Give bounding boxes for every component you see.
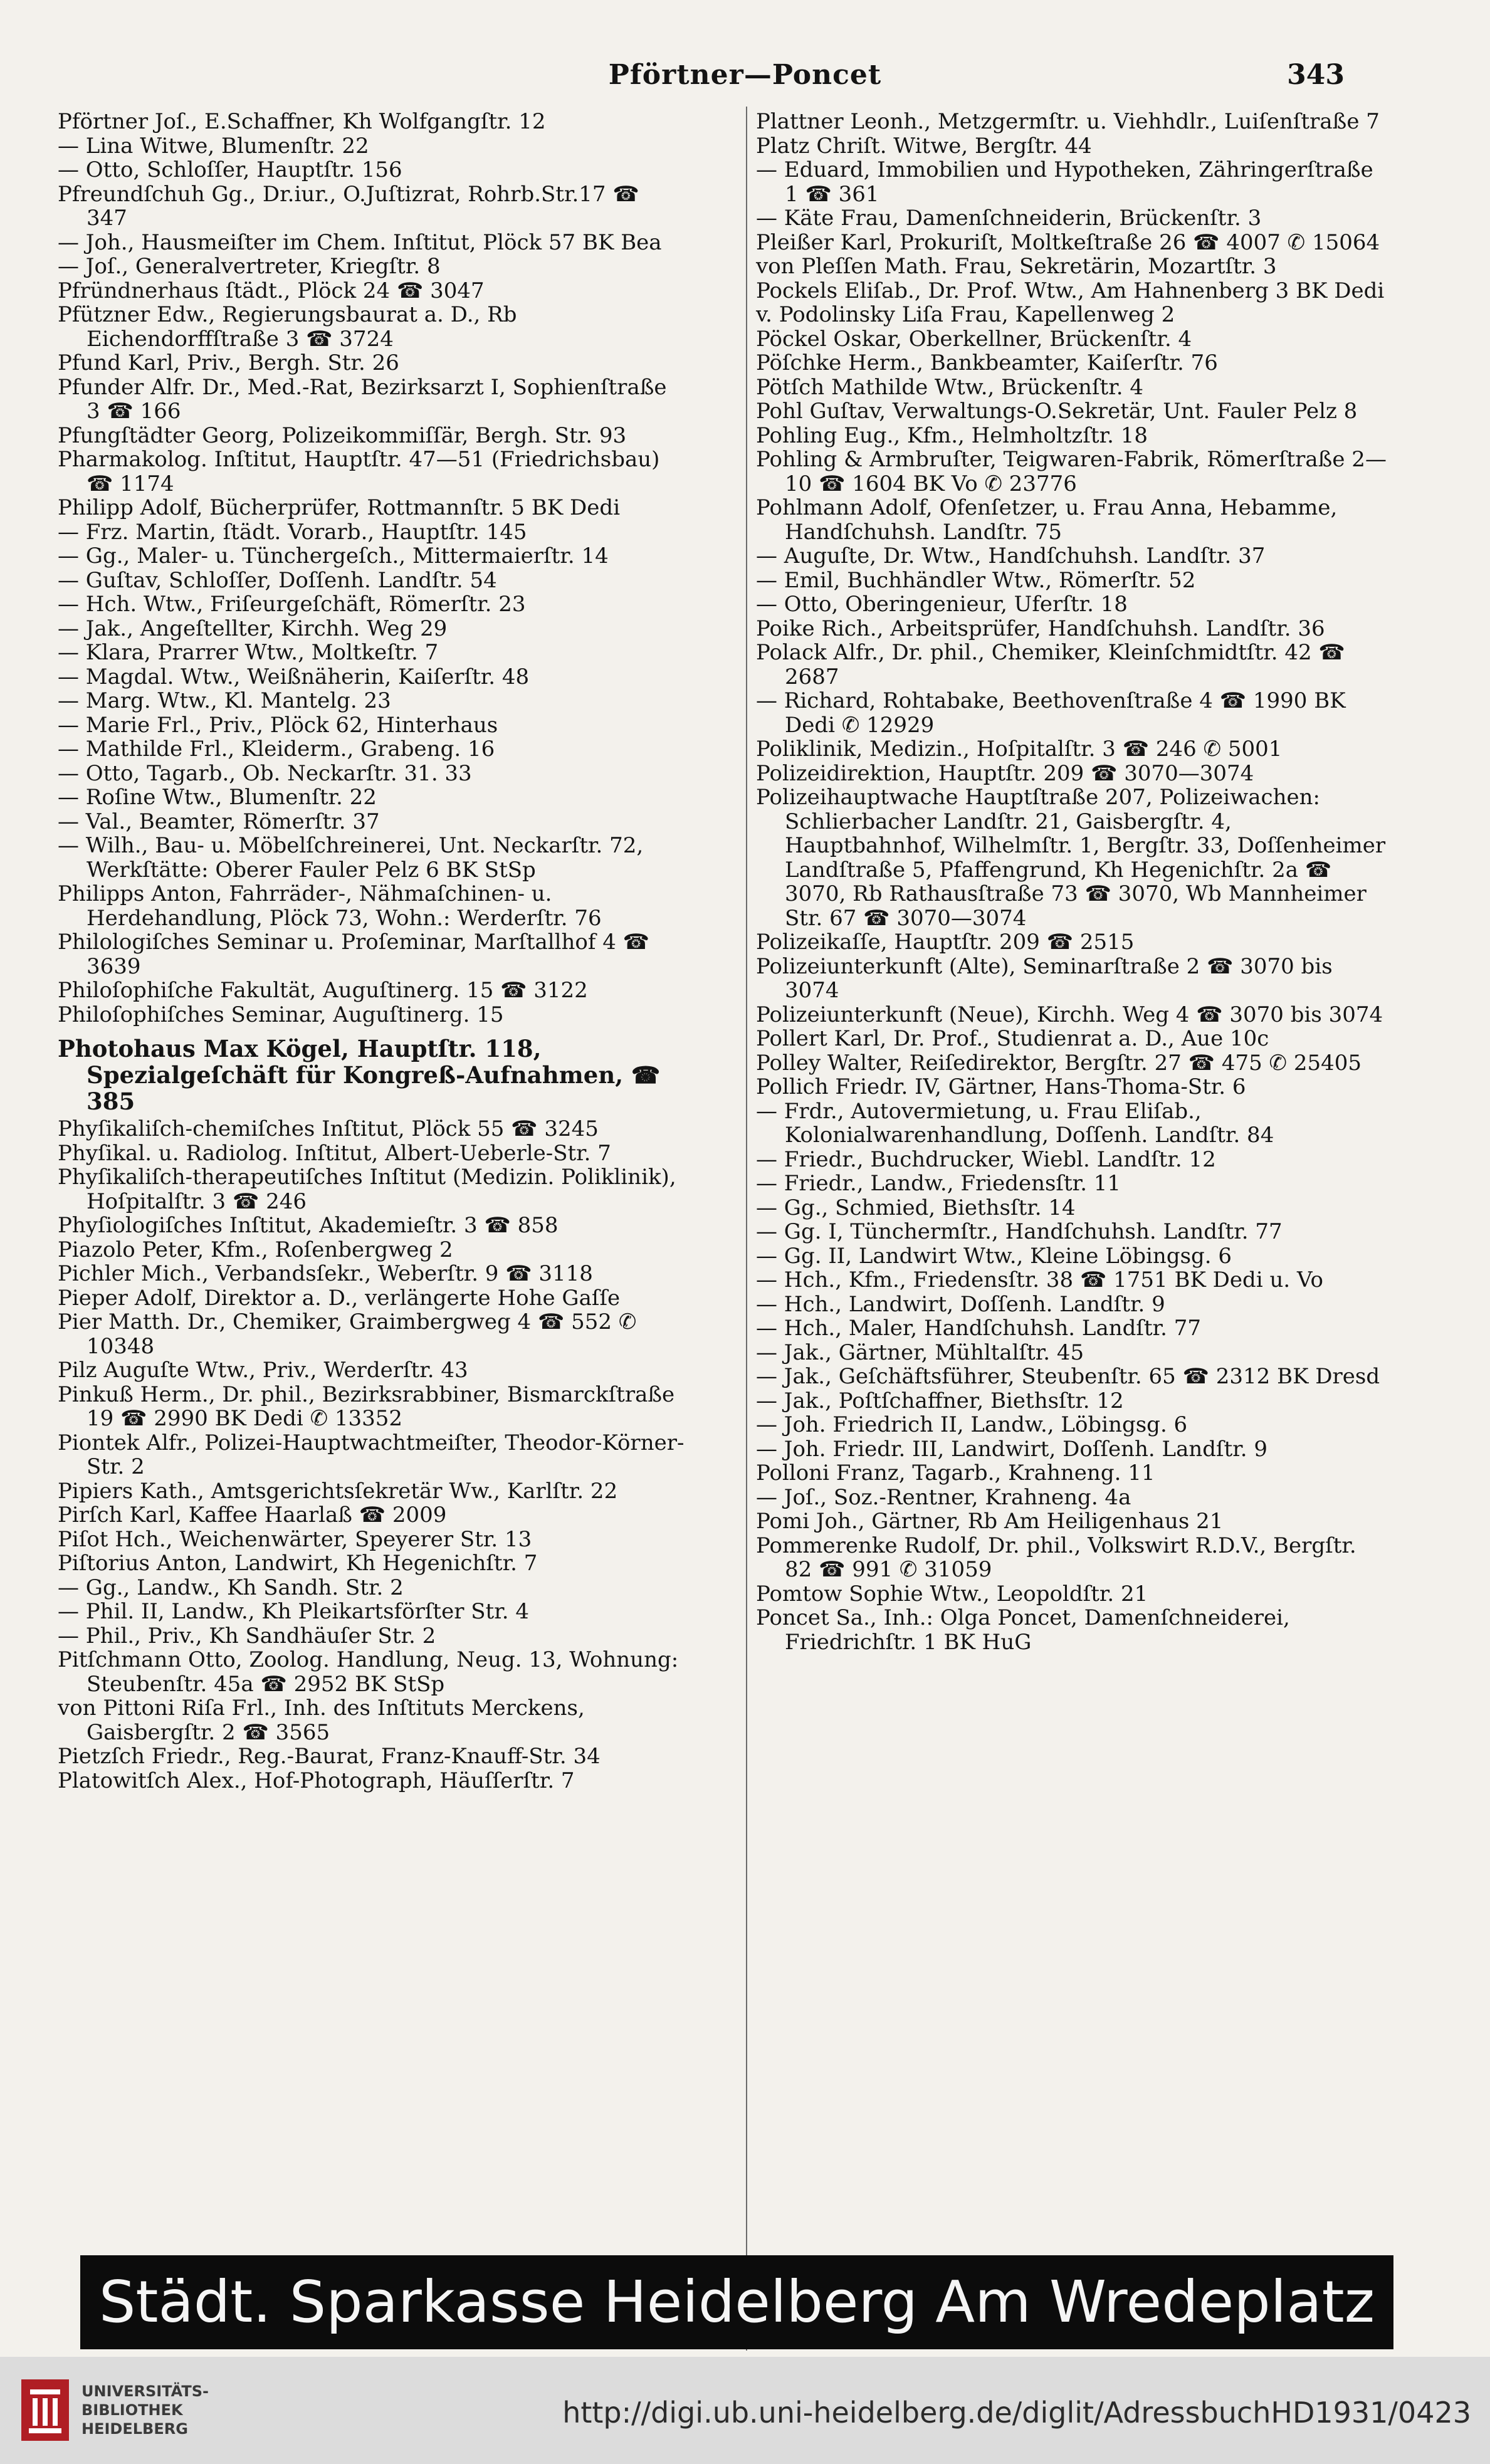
right-directory-entry: — Auguſte, Dr. Wtw., Handſchuhsh. Landſtr. 37 [756, 543, 1266, 569]
left-directory-entry: Pilz Auguſte Wtw., Priv., Werderſtr. 43 [58, 1358, 468, 1383]
left-directory-entry: — Magdal. Wtw., Weißnäherin, Kaiſerſtr. 48 [58, 664, 530, 689]
left-directory-entry: — Roſine Wtw., Blumenſtr. 22 [58, 785, 377, 810]
right-directory-entry: Pöſchke Herm., Bankbeamter, Kaiſerſtr. 76 [756, 350, 1218, 375]
left-directory-entry: Pfreundſchuh Gg., Dr.iur., O.Juſtizrat, Rohrb.Str.17 ☎ 347 [58, 181, 639, 231]
left-directory-entry: — Klara, Prarrer Wtw., Moltkeſtr. 7 [58, 640, 439, 665]
right-directory-entry: — Richard, Rohtabake, Beethovenſtraße 4 ☎ 1990 BK Dedi ✆ 12929 [756, 688, 1346, 738]
right-directory-entry: Pomi Joh., Gärtner, Rb Am Heiligenhaus 21 [756, 1509, 1224, 1534]
left-directory-entry: Pfründnerhaus ſtädt., Plöck 24 ☎ 3047 [58, 278, 485, 303]
left-directory-entry: Pier Matth. Dr., Chemiker, Graimbergweg 4 ☎ 552 ✆ 10348 [58, 1309, 637, 1359]
left-directory-entry: Phyſikaliſch-therapeutiſches Inſtitut (Medizin. Poliklinik), Hoſpitalſtr. 3 ☎ 246 [58, 1165, 676, 1214]
left-directory-entry: Philipp Adolf, Bücherprüfer, Rottmannſtr. 5 BK Dedi [58, 495, 621, 520]
library-name [81, 2382, 209, 2438]
left-directory-entry: Philoſophiſches Seminar, Auguſtinerg. 15 [58, 1002, 504, 1027]
left-directory-entry: Pichler Mich., Verbandsſekr., Weberſtr. 9 ☎ 3118 [58, 1261, 593, 1286]
right-directory-entry: — Friedr., Buchdrucker, Wiebl. Landſtr. 12 [756, 1146, 1216, 1172]
left-directory-entry: von Pittoni Riſa Frl., Inh. des Inſtituts Merckens, Gaisbergſtr. 2 ☎ 3565 [58, 1696, 585, 1745]
left-directory-entry: Phyſiologiſches Inſtitut, Akademieſtr. 3 ☎ 858 [58, 1213, 559, 1238]
left-directory-entry: Pharmakolog. Inſtitut, Hauptſtr. 47—51 (Friedrichsbau) ☎ 1174 [58, 447, 660, 496]
left-column [58, 110, 685, 1793]
left-directory-entry: — Guſtav, Schloſſer, Doſſenh. Landſtr. 54 [58, 567, 497, 593]
right-directory-entry: Pleißer Karl, Prokuriſt, Moltkeſtraße 26 ☎ 4007 ✆ 15064 [756, 229, 1380, 255]
left-directory-entry: Pfützner Edw., Regierungsbaurat a. D., Rb Eichendorffſtraße 3 ☎ 3724 [58, 302, 517, 352]
right-directory-entry: — Joh. Friedrich II, Landw., Löbingsg. 6 [756, 1412, 1188, 1437]
university-library-logo-icon [19, 2376, 71, 2445]
left-directory-entry: Photohaus Max Kögel, Hauptſtr. 118, Spezialgeſchäft für Kongreß-Aufnahmen, ☎ 385 [58, 1035, 661, 1115]
right-directory-entry: Polack Alfr., Dr. phil., Chemiker, Kleinſchmidtſtr. 42 ☎ 2687 [756, 640, 1345, 689]
source-url-link[interactable]: http://digi.ub.uni-heidelberg.de/diglit/AdressbuchHD1931/0423 [562, 2396, 1471, 2430]
right-directory-entry: v. Podolinsky Liſa Frau, Kapellenweg 2 [756, 302, 1175, 327]
left-directory-entry: — Lina Witwe, Blumenſtr. 22 [58, 133, 369, 159]
right-directory-entry: — Eduard, Immobilien und Hypotheken, Zähringerſtraße 1 ☎ 361 [756, 157, 1373, 207]
library-name-line2: BIBLIOTHEK [81, 2401, 183, 2419]
right-directory-entry: — Joſ., Soz.-Rentner, Krahneng. 4a [756, 1484, 1131, 1510]
left-directory-entry: — Otto, Schloſſer, Hauptſtr. 156 [58, 157, 402, 182]
right-directory-entry: Platz Chriſt. Witwe, Bergſtr. 44 [756, 133, 1092, 159]
left-directory-entry: — Phil., Priv., Kh Sandhäuſer Str. 2 [58, 1623, 436, 1649]
left-directory-entry: Pfund Karl, Priv., Bergh. Str. 26 [58, 350, 399, 375]
right-directory-entry: Polizeidirektion, Hauptſtr. 209 ☎ 3070—3074 [756, 760, 1254, 786]
left-directory-entry: Pfunder Alfr. Dr., Med.-Rat, Bezirksarzt I, Sophienſtraße 3 ☎ 166 [58, 374, 667, 424]
right-directory-entry: Poliklinik, Medizin., Hoſpitalſtr. 3 ☎ 246 ✆ 5001 [756, 737, 1283, 762]
left-directory-entry: Phyſikal. u. Radiolog. Inſtitut, Albert-Ueberle-Str. 7 [58, 1140, 611, 1166]
left-directory-entry: — Jak., Angeſtellter, Kirchh. Weg 29 [58, 616, 448, 641]
right-directory-entry: Pohling & Armbruſter, Teigwaren-Fabrik, Römerſtraße 2—10 ☎ 1604 BK Vo ✆ 23776 [756, 447, 1387, 496]
left-directory-entry: Pitſchmann Otto, Zoolog. Handlung, Neug. 13, Wohnung: Steubenſtr. 45a ☎ 2952 BK StSp [58, 1647, 679, 1697]
right-directory-entry: — Jak., Geſchäftsführer, Steubenſtr. 65 ☎ 2312 BK Dresd [756, 1364, 1380, 1389]
right-directory-entry: Plattner Leonh., Metzgermſtr. u. Viehhdlr., Luiſenſtraße 7 [756, 109, 1380, 134]
left-directory-entry: Piſtorius Anton, Landwirt, Kh Hegenichſtr. 7 [58, 1551, 538, 1576]
left-directory-entry: Pirſch Karl, Kaffee Haarlaß ☎ 2009 [58, 1502, 447, 1528]
right-directory-entry: — Otto, Oberingenieur, Uferſtr. 18 [756, 592, 1128, 617]
right-directory-entry: — Jak., Gärtner, Mühltalſtr. 45 [756, 1339, 1084, 1365]
right-directory-entry: Pohling Eug., Kfm., Helmholtzſtr. 18 [756, 422, 1148, 448]
left-directory-entry: Platowitſch Alex., Hof-Photograph, Häuſſerſtr. 7 [58, 1768, 575, 1793]
page-number: 343 [1287, 59, 1345, 91]
right-directory-entry: Pollich Friedr. IV, Gärtner, Hans-Thoma-Str. 6 [756, 1074, 1246, 1099]
left-directory-entry: — Joſ., Generalvertreter, Kriegſtr. 8 [58, 254, 441, 279]
left-directory-entry: — Frz. Martin, ſtädt. Vorarb., Hauptſtr. 145 [58, 519, 527, 545]
right-directory-entry: — Gg., Schmied, Biethsſtr. 14 [756, 1195, 1076, 1220]
left-directory-entry: — Wilh., Bau- u. Möbelſchreinerei, Unt. Neckarſtr. 72, Werkſtätte: Oberer Fauler Pelz 6 BK StSp [58, 833, 644, 883]
right-directory-entry: von Pleſſen Math. Frau, Sekretärin, Mozartſtr. 3 [756, 254, 1277, 279]
right-directory-entry: — Käte Frau, Damenſchneiderin, Brückenſtr. 3 [756, 206, 1262, 231]
left-directory-entry: — Phil. II, Landw., Kh Pleikartsförſter Str. 4 [58, 1599, 529, 1624]
left-directory-entry: — Otto, Tagarb., Ob. Neckarſtr. 31. 33 [58, 760, 472, 786]
right-directory-entry: — Joh. Friedr. III, Landwirt, Doſſenh. Landſtr. 9 [756, 1436, 1268, 1462]
left-directory-entry: Pietzſch Friedr., Reg.-Baurat, Franz-Knauff-Str. 34 [58, 1744, 601, 1769]
left-directory-entry: Phyſikaliſch-chemiſches Inſtitut, Plöck 55 ☎ 3245 [58, 1116, 599, 1141]
banner-left-text: Städt. Sparkasse Heidelberg [99, 2268, 918, 2336]
left-directory-entry: Philipps Anton, Fahrräder-, Nähmaſchinen- u. Herdehandlung, Plöck 73, Wohn.: Werderſtr. 76 [58, 881, 602, 931]
right-directory-entry: — Gg. I, Tünchermſtr., Handſchuhsh. Landſtr. 77 [756, 1219, 1283, 1244]
left-directory-entry: Pförtner Joſ., E.Schaffner, Kh Wolfgangſtr. 12 [58, 109, 546, 134]
right-directory-entry: Polloni Franz, Tagarb., Krahneng. 11 [756, 1460, 1155, 1486]
left-directory-entry: — Hch. Wtw., Friſeurgeſchäft, Römerſtr. 23 [58, 592, 526, 617]
right-directory-entry: Pöckel Oskar, Oberkellner, Brückenſtr. 4 [756, 326, 1192, 352]
right-directory-entry: Pohlmann Adolf, Ofenſetzer, u. Frau Anna, Hebamme, Handſchuhsh. Landſtr. 75 [756, 495, 1338, 545]
right-directory-entry: Polizeiunterkunft (Alte), Seminarſtraße 2 ☎ 3070 bis 3074 [756, 953, 1333, 1003]
left-directory-entry: — Marie Frl., Priv., Plöck 62, Hinterhaus [58, 712, 498, 738]
right-directory-entry: Pommerenke Rudolf, Dr. phil., Volkswirt R.D.V., Bergſtr. 82 ☎ 991 ✆ 31059 [756, 1533, 1356, 1582]
left-directory-entry: Pieper Adolf, Direktor a. D., verlängerte Hohe Gaſſe [58, 1285, 621, 1311]
library-name-line3: HEIDELBERG [81, 2420, 188, 2438]
left-directory-entry: Pipiers Kath., Amtsgerichtsſekretär Ww., Karlſtr. 22 [58, 1478, 618, 1504]
right-directory-entry: — Emil, Buchhändler Wtw., Römerſtr. 52 [756, 567, 1196, 593]
left-directory-entry: Piſot Hch., Weichenwärter, Speyerer Str. 13 [58, 1526, 532, 1552]
left-directory-entry: — Gg., Maler- u. Tünchergeſch., Mittermaierſtr. 14 [58, 543, 609, 569]
right-directory-entry: Pollert Karl, Dr. Prof., Studienrat a. D., Aue 10c [756, 1026, 1269, 1051]
right-directory-entry: Pomtow Sophie Wtw., Leopoldſtr. 21 [756, 1581, 1148, 1607]
viewer-footer [0, 2357, 1490, 2464]
left-directory-entry: Philoſophiſche Fakultät, Auguſtinerg. 15 ☎ 3122 [58, 978, 588, 1003]
left-directory-entry: Philologiſches Seminar u. Proſeminar, Marſtallhof 4 ☎ 3639 [58, 930, 650, 979]
right-directory-entry: — Hch., Landwirt, Doſſenh. Landſtr. 9 [756, 1291, 1165, 1317]
right-directory-entry: — Frdr., Autovermietung, u. Frau Eliſab., Kolonialwarenhandlung, Doſſenh. Landſtr. 84 [756, 1098, 1274, 1148]
right-column [756, 110, 1389, 1654]
right-directory-entry: — Jak., Poſtſchaffner, Biethsſtr. 12 [756, 1388, 1124, 1413]
page-header [0, 55, 1490, 99]
right-directory-entry: — Hch., Kfm., Friedensſtr. 38 ☎ 1751 BK Dedi u. Vo [756, 1267, 1323, 1292]
right-directory-entry: Polizeihauptwache Hauptſtraße 207, Polizeiwachen: Schlierbacher Landſtr. 21, Gaisbergſtr. 4, Hauptbahnhof, Wilhelmſtr. 1, Bergſtr. 33, Doſſenheimer Landſtraße 5, Pfaffengrund, Kh Hegenichſtr. 2a ☎ 3070, Rb Rathausſtraße 73 ☎ 3070, Wb Mannheimer Str. 67 ☎ 3070—3074 [756, 785, 1386, 931]
right-directory-entry: Polley Walter, Reiſedirektor, Bergſtr. 27 ☎ 475 ✆ 25405 [756, 1050, 1361, 1076]
right-directory-entry: — Friedr., Landw., Friedensſtr. 11 [756, 1171, 1121, 1196]
left-directory-entry: Pinkuß Herm., Dr. phil., Bezirksrabbiner, Bismarckſtraße 19 ☎ 2990 BK Dedi ✆ 13352 [58, 1381, 675, 1431]
left-directory-entry: Pfungſtädter Georg, Polizeikommiſſär, Bergh. Str. 93 [58, 422, 627, 448]
column-divider [746, 107, 747, 2351]
banner-right-text: Am Wredeplatz [935, 2268, 1375, 2336]
left-directory-entry: — Marg. Wtw., Kl. Mantelg. 23 [58, 688, 391, 713]
library-name-line1: UNIVERSITÄTS- [81, 2383, 209, 2400]
right-directory-entry: Pockels Eliſab., Dr. Prof. Wtw., Am Hahnenberg 3 BK Dedi [756, 278, 1385, 303]
left-directory-entry: — Gg., Landw., Kh Sandh. Str. 2 [58, 1575, 404, 1600]
left-directory-entry: Piazolo Peter, Kfm., Roſenbergweg 2 [58, 1237, 453, 1262]
right-directory-entry: Poncet Sa., Inh.: Olga Poncet, Damenſchneiderei, Friedrichſtr. 1 BK HuG [756, 1605, 1290, 1655]
advertisement-banner [80, 2255, 1393, 2349]
right-directory-entry: Polizeiunterkunft (Neue), Kirchh. Weg 4 ☎ 3070 bis 3074 [756, 1002, 1383, 1027]
left-directory-entry: — Joh., Hausmeiſter im Chem. Inſtitut, Plöck 57 BK Bea [58, 229, 662, 255]
right-directory-entry: Poike Rich., Arbeitsprüfer, Handſchuhsh. Landſtr. 36 [756, 616, 1325, 641]
right-directory-entry: — Gg. II, Landwirt Wtw., Kleine Löbingsg. 6 [756, 1243, 1232, 1269]
left-directory-entry: — Mathilde Frl., Kleiderm., Grabeng. 16 [58, 737, 495, 762]
running-head: Pförtner—Poncet [608, 59, 882, 91]
left-directory-entry: Piontek Alfr., Polizei-Hauptwachtmeiſter, Theodor-Körner-Str. 2 [58, 1430, 685, 1479]
right-directory-entry: — Hch., Maler, Handſchuhsh. Landſtr. 77 [756, 1316, 1202, 1341]
right-directory-entry: Pötſch Mathilde Wtw., Brückenſtr. 4 [756, 374, 1143, 400]
right-directory-entry: Pohl Guſtav, Verwaltungs-O.Sekretär, Unt. Fauler Pelz 8 [756, 399, 1358, 424]
left-directory-entry: — Val., Beamter, Römerſtr. 37 [58, 809, 380, 834]
right-directory-entry: Polizeikaſſe, Hauptſtr. 209 ☎ 2515 [756, 930, 1135, 955]
